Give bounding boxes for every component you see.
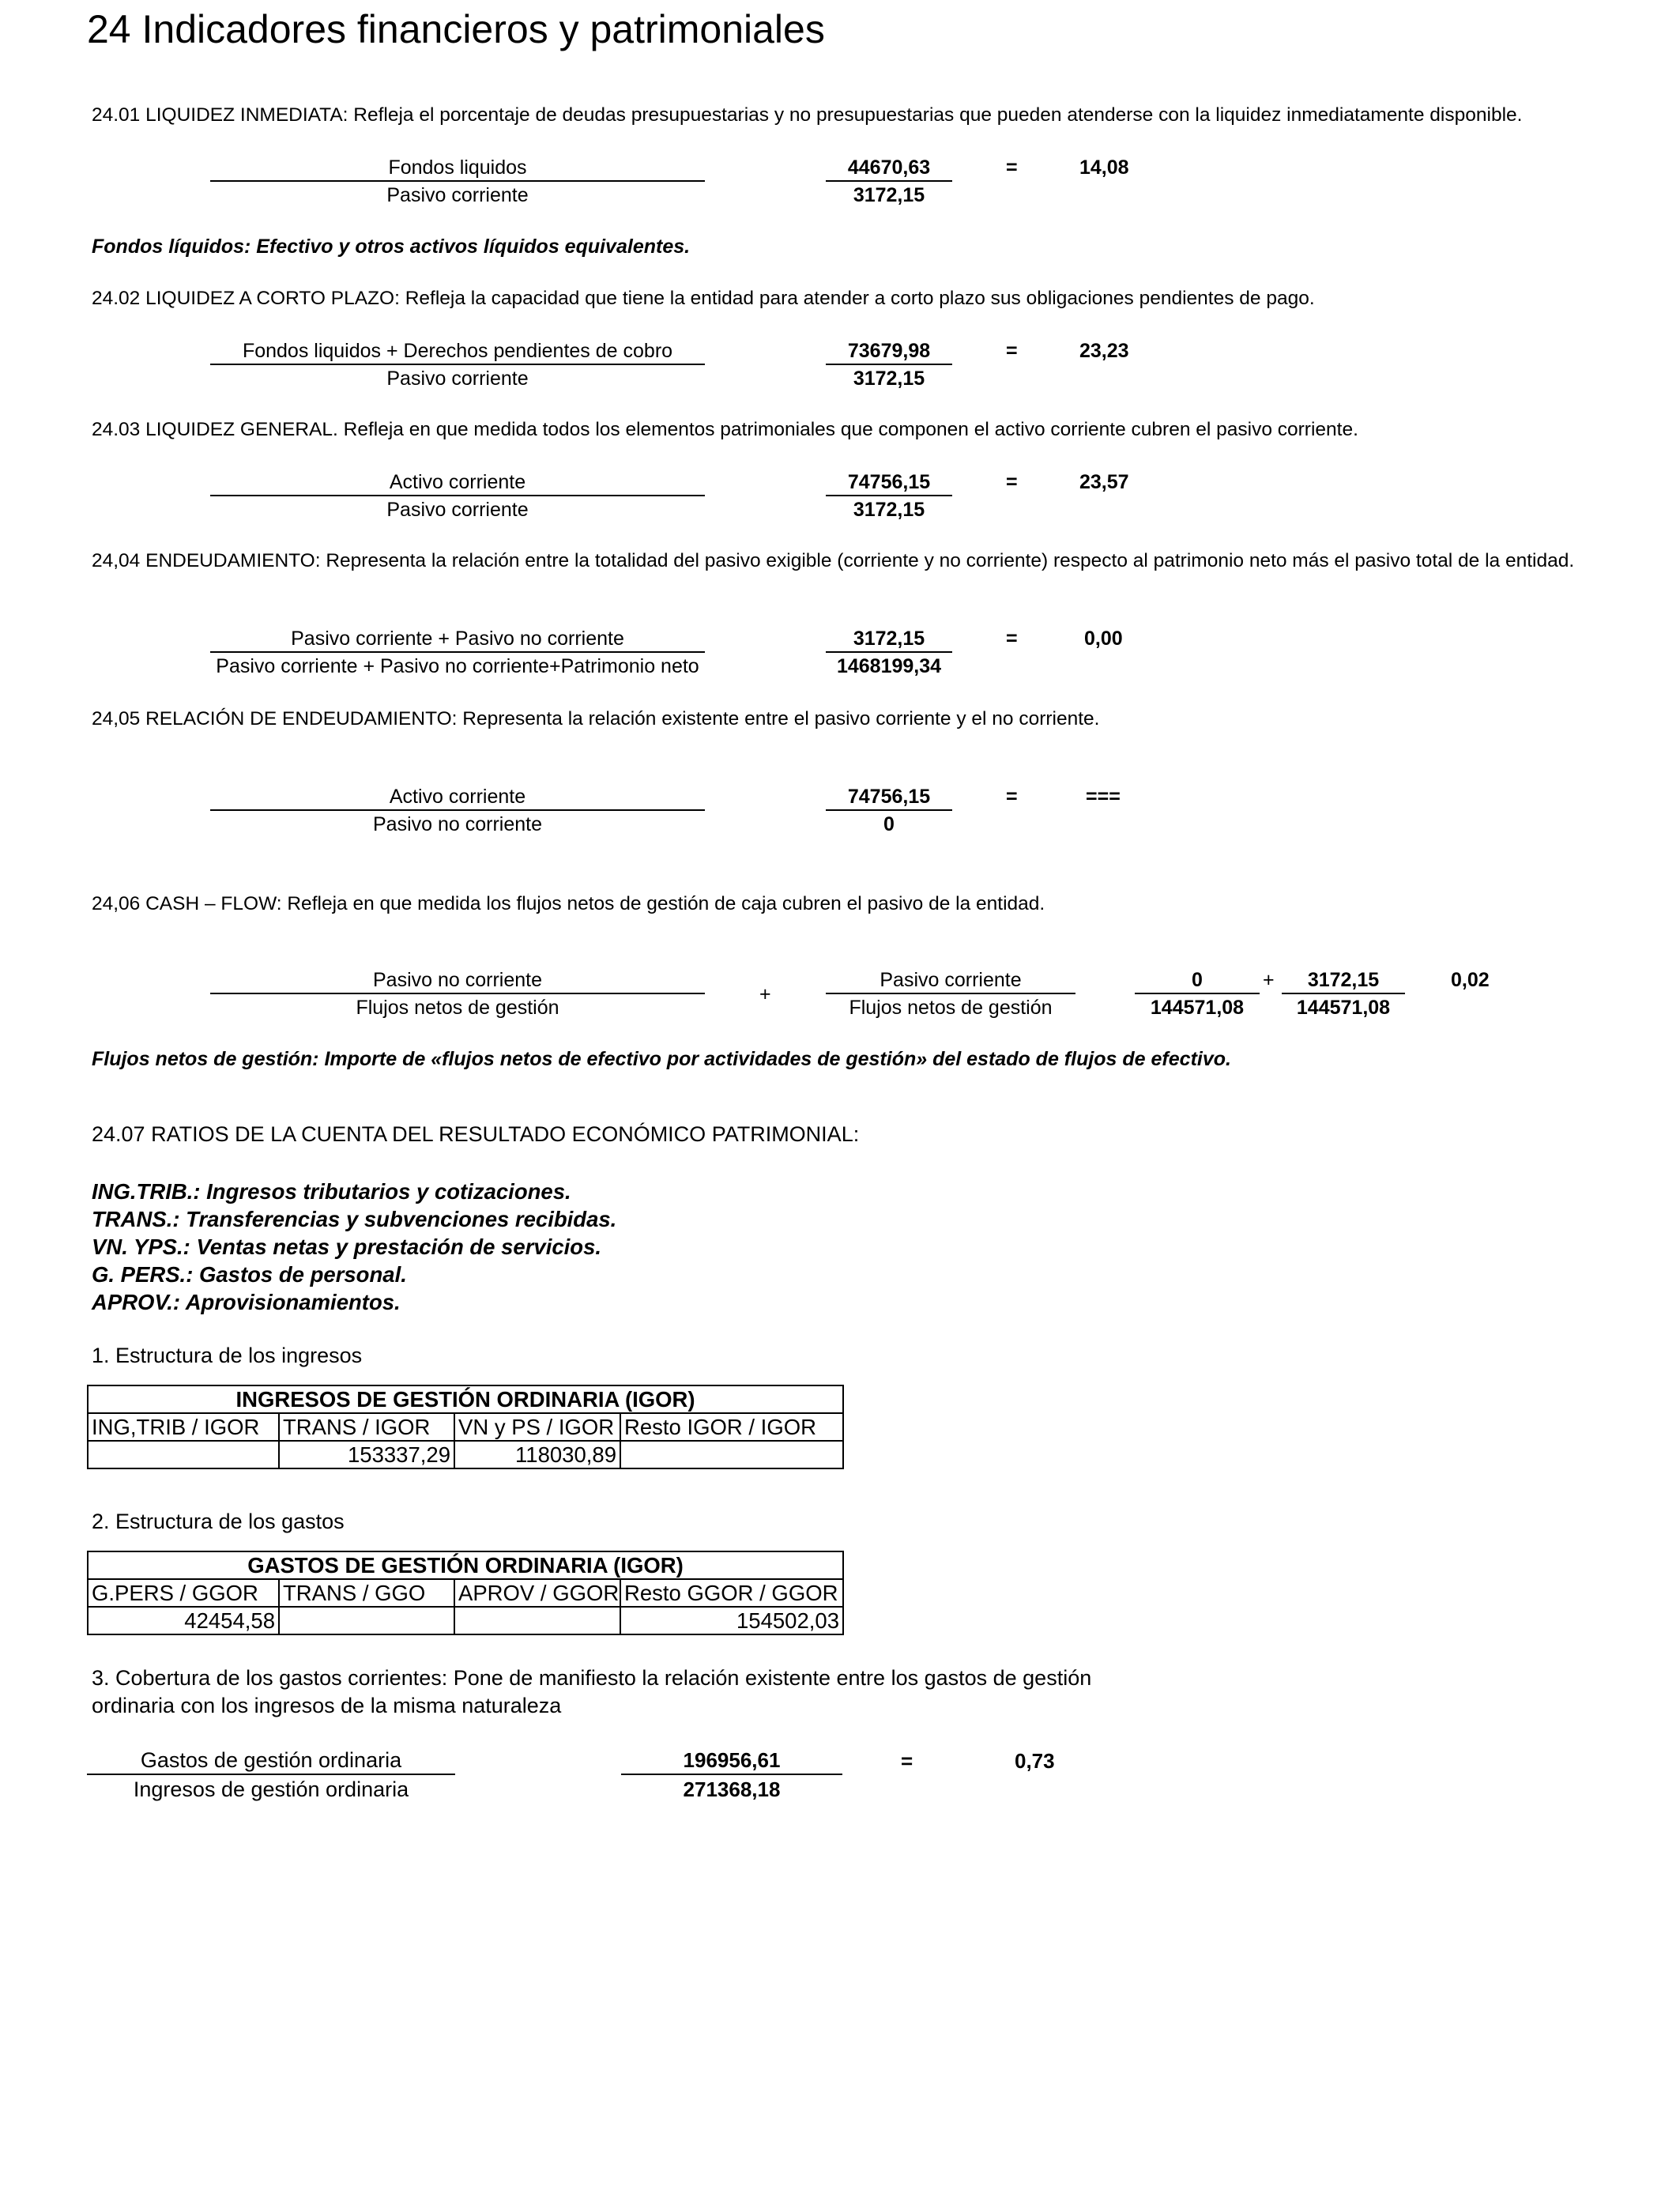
formula-endeudamiento-values [826, 626, 952, 678]
formula-liquidez-general-labels [210, 469, 705, 522]
denominator-value: 0 [883, 813, 895, 835]
result-value: 23,57 [1079, 471, 1129, 493]
numerator-value: 73679,98 [826, 338, 952, 365]
equals-sign: = [1006, 156, 1018, 179]
denominator-value: 1468199,34 [836, 655, 942, 677]
table-cell: 154502,03 [620, 1607, 843, 1634]
denominator-label: Ingresos de gestión ordinaria [133, 1777, 409, 1801]
denominator-value: 271368,18 [683, 1777, 781, 1801]
equals-sign: = [1006, 471, 1018, 493]
column-header: Resto IGOR / IGOR [620, 1413, 843, 1441]
table-cell: 118030,89 [454, 1441, 620, 1468]
table-header: GASTOS DE GESTIÓN ORDINARIA (IGOR) [88, 1551, 843, 1579]
numerator-label: Fondos liquidos [210, 155, 705, 182]
equals-sign: = [901, 1749, 913, 1773]
denominator-label: Pasivo corriente [386, 499, 529, 521]
definition-g-pers: G. PERS.: Gastos de personal. [92, 1262, 407, 1287]
formula-liquidez-inmediata-values [826, 155, 952, 207]
numerator-value: 0 [1135, 967, 1260, 994]
formula-liquidez-corto-plazo-labels [210, 338, 705, 390]
definition-aprov: APROV.: Aprovisionamientos. [92, 1290, 401, 1314]
table-header: INGRESOS DE GESTIÓN ORDINARIA (IGOR) [88, 1385, 843, 1413]
formula-endeudamiento-labels [210, 626, 705, 678]
column-header: G.PERS / GGOR [88, 1579, 279, 1607]
numerator-label: Activo corriente [210, 784, 705, 811]
denominator-label: Pasivo corriente [386, 368, 529, 390]
plus-sign: + [759, 983, 771, 1005]
section-endeudamiento-text: 24,04 ENDEUDAMIENTO: Representa la relación entre la totalidad del pasivo exigible (corriente y no corriente) respecto al patrimonio neto más el pasivo total de la entidad. [92, 550, 1575, 571]
denominator-value: 3172,15 [853, 368, 925, 390]
denominator-value: 3172,15 [853, 499, 925, 521]
table-cell [279, 1607, 454, 1634]
table-cell: 153337,29 [279, 1441, 454, 1468]
table-row [88, 1607, 843, 1634]
numerator-value: 74756,15 [826, 469, 952, 496]
table-cell [88, 1441, 279, 1468]
denominator-value: 144571,08 [1150, 997, 1245, 1019]
result-value: === [1086, 786, 1121, 808]
note-flujos-netos: Flujos netos de gestión: Importe de «flujos netos de efectivo por actividades de gestión» del estado de flujos de efectivo. [92, 1048, 1231, 1070]
denominator-value: 3172,15 [853, 184, 925, 206]
coverage-text-line1: 3. Cobertura de los gastos corrientes: Pone de manifiesto la relación existente entre los gastos de gestión [92, 1666, 1092, 1690]
formula-cash-flow-second-values [1282, 967, 1405, 1020]
expense-structure-table [87, 1551, 844, 1635]
numerator-label: Gastos de gestión ordinaria [87, 1747, 455, 1775]
result-value: 0,00 [1084, 628, 1123, 650]
column-header: APROV / GGOR [454, 1579, 620, 1607]
note-fondos-liquidos: Fondos líquidos: Efectivo y otros activos líquidos equivalentes. [92, 236, 691, 258]
formula-relacion-endeudamiento-labels [210, 784, 705, 836]
numerator-value: 44670,63 [826, 155, 952, 182]
formula-cash-flow-first-labels [210, 967, 705, 1020]
section-liquidez-corto-plazo-text: 24.02 LIQUIDEZ A CORTO PLAZO: Refleja la capacidad que tiene la entidad para atender a corto plazo sus obligaciones pendientes de pago. [92, 288, 1315, 309]
definition-trans: TRANS.: Transferencias y subvenciones recibidas. [92, 1207, 617, 1231]
formula-cash-flow-first-values [1135, 967, 1260, 1020]
coverage-text-line2: ordinaria con los ingresos de la misma naturaleza [92, 1694, 562, 1717]
column-header: TRANS / IGOR [279, 1413, 454, 1441]
table-cell [620, 1441, 843, 1468]
column-header: VN y PS / IGOR [454, 1413, 620, 1441]
numerator-value: 196956,61 [621, 1747, 842, 1775]
denominator-label: Pasivo corriente + Pasivo no corriente+Patrimonio neto [216, 655, 699, 677]
table-row [88, 1579, 843, 1607]
formula-coverage-labels [87, 1747, 455, 1802]
denominator-label: Flujos netos de gestión [356, 997, 559, 1019]
income-structure-table [87, 1385, 844, 1469]
section-liquidez-inmediata-text: 24.01 LIQUIDEZ INMEDIATA: Refleja el porcentaje de deudas presupuestarias y no presupuestarias que pueden atenderse con la liquidez inmediatamente disponible. [92, 104, 1523, 126]
column-header: Resto GGOR / GGOR [620, 1579, 843, 1607]
numerator-label: Pasivo corriente [826, 967, 1075, 994]
result-value: 14,08 [1079, 156, 1129, 179]
table-row [88, 1441, 843, 1468]
section-ratios-heading: 24.07 RATIOS DE LA CUENTA DEL RESULTADO ECONÓMICO PATRIMONIAL: [92, 1122, 860, 1146]
denominator-label: Pasivo no corriente [372, 813, 542, 835]
section-relacion-endeudamiento-text: 24,05 RELACIÓN DE ENDEUDAMIENTO: Representa la relación existente entre el pasivo corriente y el no corriente. [92, 708, 1100, 729]
formula-relacion-endeudamiento-values [826, 784, 952, 836]
income-structure-subtitle: 1. Estructura de los ingresos [92, 1344, 363, 1367]
definition-vn-yps: VN. YPS.: Ventas netas y prestación de servicios. [92, 1235, 602, 1259]
formula-cash-flow-second-labels [826, 967, 1075, 1020]
table-row [88, 1413, 843, 1441]
equals-sign: = [1006, 628, 1018, 650]
formula-liquidez-general-values [826, 469, 952, 522]
result-value: 0,73 [1015, 1749, 1055, 1773]
plus-sign: + [1263, 969, 1275, 991]
table-cell: 42454,58 [88, 1607, 279, 1634]
numerator-label: Activo corriente [210, 469, 705, 496]
section-cash-flow-text: 24,06 CASH – FLOW: Refleja en que medida los flujos netos de gestión de caja cubren el pasivo de la entidad. [92, 893, 1045, 914]
denominator-value: 144571,08 [1296, 997, 1391, 1019]
numerator-value: 74756,15 [826, 784, 952, 811]
formula-liquidez-corto-plazo-values [826, 338, 952, 390]
column-header: TRANS / GGO [279, 1579, 454, 1607]
equals-sign: = [1006, 340, 1018, 362]
expense-structure-subtitle: 2. Estructura de los gastos [92, 1510, 345, 1533]
numerator-label: Fondos liquidos + Derechos pendientes de cobro [210, 338, 705, 365]
denominator-label: Flujos netos de gestión [849, 997, 1053, 1019]
formula-liquidez-inmediata-labels [210, 155, 705, 207]
formula-coverage-values [621, 1747, 842, 1802]
result-value: 0,02 [1451, 969, 1490, 991]
column-header: ING,TRIB / IGOR [88, 1413, 279, 1441]
result-value: 23,23 [1079, 340, 1129, 362]
numerator-label: Pasivo corriente + Pasivo no corriente [210, 626, 705, 653]
section-liquidez-general-text: 24.03 LIQUIDEZ GENERAL. Refleja en que medida todos los elementos patrimoniales que componen el activo corriente cubren el pasivo corriente. [92, 419, 1358, 440]
numerator-value: 3172,15 [1282, 967, 1405, 994]
page-title: 24 Indicadores financieros y patrimoniales [87, 7, 825, 51]
denominator-label: Pasivo corriente [386, 184, 529, 206]
definition-ing-trib: ING.TRIB.: Ingresos tributarios y cotizaciones. [92, 1179, 571, 1204]
table-cell [454, 1607, 620, 1634]
numerator-label: Pasivo no corriente [210, 967, 705, 994]
numerator-value: 3172,15 [826, 626, 952, 653]
equals-sign: = [1006, 786, 1018, 808]
